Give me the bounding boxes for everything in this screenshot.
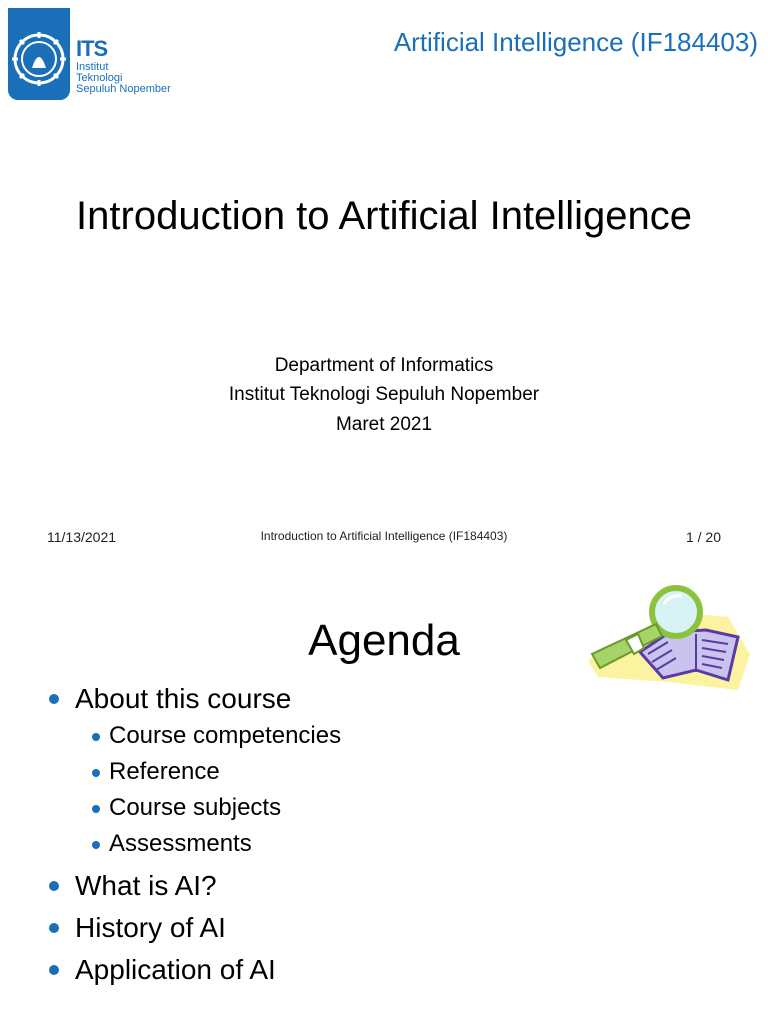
agenda-subitem-label: Assessments [109,830,252,857]
agenda-item [44,911,341,945]
bullet-icon [49,923,59,933]
agenda-item-label: About this course [75,683,292,714]
date-text: Maret 2021 [335,414,433,435]
agenda-subitem [75,754,341,790]
agenda-subitem [75,826,341,862]
agenda-list [44,682,341,987]
logo-line-3: Sepuluh Nopember [76,83,171,95]
agenda-item [44,953,341,987]
magnifier-book-icon [578,582,754,692]
slide-agenda [0,560,768,1024]
agenda-item-label: Application of AI [75,954,276,985]
agenda-item [44,869,341,903]
bullet-icon [92,805,100,813]
bullet-icon [92,733,100,741]
its-logo [8,8,178,100]
bullet-icon [49,694,59,704]
logo-line-2: Teknologi [76,72,123,84]
agenda-item [44,682,341,862]
its-shield-icon [8,8,70,100]
logo-line-1: Institut [76,61,109,73]
course-header: Artificial Intelligence (IF184403) [393,27,758,57]
bullet-icon [49,965,59,975]
institution-text: Institut Teknologi Sepuluh Nopember [228,384,540,405]
agenda-item-label: What is AI? [75,870,217,901]
bullet-icon [92,769,100,777]
agenda-subitem-label: Course subjects [109,794,282,821]
department-text: Department of Informatics [274,355,494,376]
footer-title: Introduction to Artificial Intelligence (IF184403) [260,529,508,543]
footer-page-number: 1 / 20 [685,529,721,545]
footer-date: 11/13/2021 [47,529,117,545]
agenda-sublist [75,718,341,862]
bullet-icon [92,841,100,849]
slide-title-text: Introduction to Artificial Intelligence [76,194,692,238]
agenda-item-label: History of AI [75,912,226,943]
agenda-subitem-label: Course competencies [109,722,342,749]
agenda-subitem [75,790,341,826]
bullet-icon [49,881,59,891]
logo-abbr: ITS [76,36,108,61]
agenda-title: Agenda [308,616,460,665]
agenda-subitem [75,718,341,754]
agenda-subitem-label: Reference [109,758,220,785]
